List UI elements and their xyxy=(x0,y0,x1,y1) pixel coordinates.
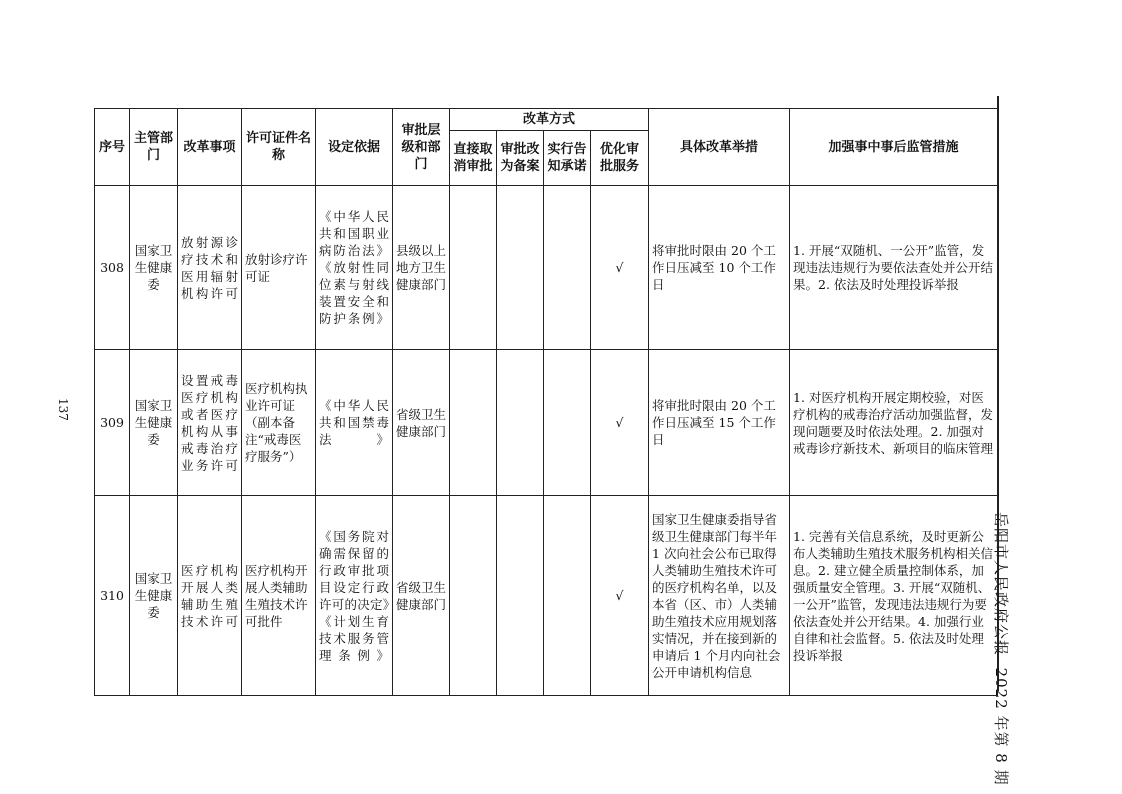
page-number: 137 xyxy=(56,398,70,421)
row-basis: 《中华人民共和国禁毒法》 xyxy=(316,350,393,496)
row-level: 县级以上地方卫生健康部门 xyxy=(393,186,450,350)
row-measures: 将审批时限由 20 个工作日压减至 10 个工作日 xyxy=(649,186,790,350)
header-level: 审批层级和部门 xyxy=(393,109,450,186)
row-cancel xyxy=(450,350,497,496)
row-no: 308 xyxy=(95,186,130,350)
journal-issue: 2022 年第 8 期 xyxy=(992,667,1010,786)
row-notify xyxy=(544,496,591,696)
table-row xyxy=(95,496,998,696)
header-optimize: 优化审批服务 xyxy=(591,131,649,186)
row-filing xyxy=(497,350,544,496)
row-level: 省级卫生健康部门 xyxy=(393,496,450,696)
row-notify xyxy=(544,350,591,496)
row-basis: 《国务院对确需保留的行政审批项目设定行政许可的决定》《计划生育技术服务管理条例》 xyxy=(316,496,393,696)
row-dept: 国家卫生健康委 xyxy=(130,350,178,496)
row-license: 医疗机构开展人类辅助生殖技术许可批件 xyxy=(242,496,316,696)
header-notify: 实行告知承诺 xyxy=(544,131,591,186)
row-item: 设置戒毒医疗机构或者医疗机构从事戒毒治疗业务许可 xyxy=(178,350,242,496)
row-dept: 国家卫生健康委 xyxy=(130,496,178,696)
row-license: 医疗机构执业许可证（副本备注“戒毒医疗服务”） xyxy=(242,350,316,496)
row-basis: 《中华人民共和国职业病防治法》《放射性同位素与射线装置安全和防护条例》 xyxy=(316,186,393,350)
row-filing xyxy=(497,186,544,350)
row-no: 310 xyxy=(95,496,130,696)
header-supervision: 加强事中事后监管措施 xyxy=(790,109,998,186)
row-license: 放射诊疗许可证 xyxy=(242,186,316,350)
header-cancel: 直接取消审批 xyxy=(450,131,497,186)
row-supervision: 1. 对医疗机构开展定期校验，对医疗机构的戒毒治疗活动加强监督，发现问题要及时依法处理。2. 加强对戒毒诊疗新技术、新项目的临床管理 xyxy=(790,350,998,496)
row-dept: 国家卫生健康委 xyxy=(130,186,178,350)
header-filing: 审批改为备案 xyxy=(497,131,544,186)
row-cancel xyxy=(450,496,497,696)
row-measures: 国家卫生健康委指导省级卫生健康部门每半年 1 次向社会公布已取得人类辅助生殖技术许可的医疗机构名单，以及本省（区、市）人类辅助生殖技术应用规划落实情况，并在接到新的申请后 1 个月内向社会公开申请机构信息 xyxy=(649,496,790,696)
row-optimize-check: √ xyxy=(591,186,649,350)
row-notify xyxy=(544,186,591,350)
row-supervision: 1. 完善有关信息系统，及时更新公布人类辅助生殖技术服务机构相关信息。2. 建立健全质量控制体系，加强质量安全管理。3. 开展“双随机、一公开”监管，发现违法违规行为要依法查处并公开结果。4. 加强行业自律和社会监督。5. 依法及时处理投诉举报 xyxy=(790,496,998,696)
row-filing xyxy=(497,496,544,696)
row-item: 放射源诊疗技术和医用辐射机构许可 xyxy=(178,186,242,350)
journal-name: 岳阳市人民政府公报 xyxy=(992,512,1010,657)
row-supervision: 1. 开展“双随机、一公开”监管，发现违法违规行为要依法查处并公开结果。2. 依法及时处理投诉举报 xyxy=(790,186,998,350)
header-reform-mode: 改革方式 xyxy=(450,109,649,131)
header-license: 许可证件名称 xyxy=(242,109,316,186)
table-row xyxy=(95,186,998,350)
row-item: 医疗机构开展人类辅助生殖技术许可 xyxy=(178,496,242,696)
header-no: 序号 xyxy=(95,109,130,186)
table-row xyxy=(95,350,998,496)
header-basis: 设定依据 xyxy=(316,109,393,186)
header-item: 改革事项 xyxy=(178,109,242,186)
header-dept: 主管部门 xyxy=(130,109,178,186)
row-level: 省级卫生健康部门 xyxy=(393,350,450,496)
reform-table xyxy=(94,108,998,696)
row-optimize-check: √ xyxy=(591,350,649,496)
row-no: 309 xyxy=(95,350,130,496)
row-optimize-check: √ xyxy=(591,496,649,696)
row-measures: 将审批时限由 20 个工作日压减至 15 个工作日 xyxy=(649,350,790,496)
row-cancel xyxy=(450,186,497,350)
header-measures: 具体改革举措 xyxy=(649,109,790,186)
